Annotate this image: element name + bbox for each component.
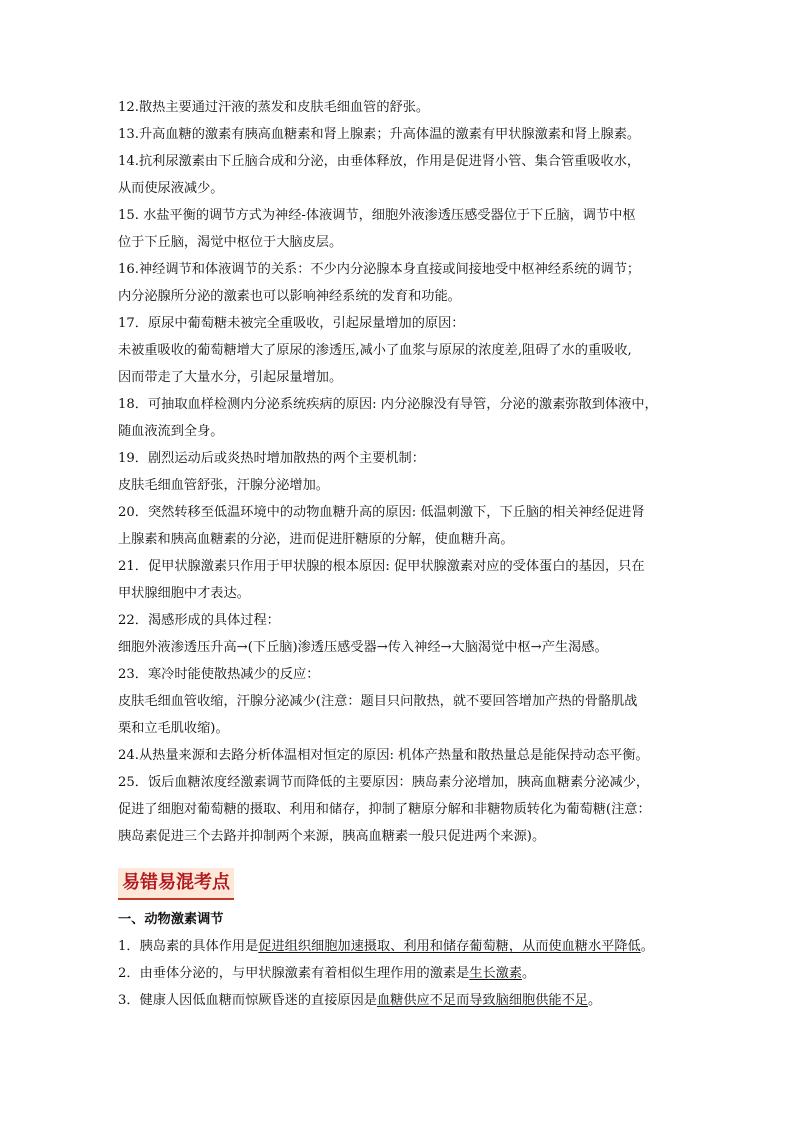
- paragraph-line: 14.抗利尿激素由下丘脑合成和分泌，由垂体释放，作用是促进肾小管、集合管重吸收水，: [118, 154, 641, 169]
- paragraph-line: 23．寒冷时能使散热减少的反应：: [118, 667, 320, 682]
- answer-item: [118, 960, 683, 987]
- point-paragraph: [118, 391, 683, 445]
- paragraph-line: 上腺素和胰高血糖素的分泌，进而促进肝糖原的分解，使血糖升高。: [118, 532, 514, 547]
- point-paragraph: [118, 310, 683, 391]
- point-paragraph: [118, 94, 683, 121]
- paragraph-line: 促进了细胞对葡萄糖的摄取、利用和储存，抑制了糖原分解和非糖物质转化为葡萄糖(注意：: [118, 802, 651, 817]
- answer-item: [118, 933, 683, 960]
- item-prefix: 2．由垂体分泌的，与甲状腺激素有着相似生理作用的激素是: [118, 966, 470, 981]
- point-paragraph: [118, 121, 683, 148]
- paragraph-line: 皮肤毛细血管收缩，汗腺分泌减少(注意：题目只问散热，就不要回答增加产热的骨骼肌战: [118, 694, 638, 709]
- item-answer: 血糖供应不足而导致脑细胞供能不足: [376, 993, 588, 1008]
- item-answer: 促进组织细胞加速摄取、利用和储存葡萄糖，从而使血糖水平降低: [258, 939, 641, 954]
- point-paragraph: [118, 553, 683, 607]
- section-subtitle: 一、动物激素调节: [118, 912, 224, 927]
- item-answer: 生长激素: [469, 966, 523, 981]
- answer-item: [118, 987, 683, 1014]
- paragraph-line: 从而使尿液减少。: [118, 181, 224, 196]
- item-suffix: 。: [522, 966, 536, 981]
- paragraph-line: 13.升高血糖的激素有胰高血糖素和肾上腺素；升高体温的激素有甲状腺激素和肾上腺素。: [118, 127, 641, 142]
- paragraph-line: 16.神经调节和体液调节的关系：不少内分泌腺本身直接或间接地受中枢神经系统的调节；: [118, 262, 641, 277]
- paragraph-line: 12.散热主要通过汗液的蒸发和皮肤毛细血管的舒张。: [118, 100, 430, 115]
- point-paragraph: [118, 499, 683, 553]
- paragraph-line: 位于下丘脑，渴觉中枢位于大脑皮层。: [118, 235, 343, 250]
- item-prefix: 3．健康人因低血糖而惊厥昏迷的直接原因是: [118, 993, 377, 1008]
- document-body: [118, 94, 683, 1014]
- point-paragraph: [118, 769, 683, 850]
- item-suffix: 。: [587, 993, 602, 1008]
- paragraph-line: 皮肤毛细血管舒张，汗腺分泌增加。: [118, 478, 329, 493]
- paragraph-line: 胰岛素促进三个去路并抑制两个来源，胰高血糖素一般只促进两个来源)。: [118, 829, 546, 844]
- paragraph-line: 18．可抽取血样检测内分泌系统疾病的原因: 内分泌腺没有导管，分泌的激素弥散到体液中，: [118, 397, 658, 412]
- point-paragraph: [118, 202, 683, 256]
- paragraph-line: 细胞外液渗透压升高→(下丘脑)渗透压感受器→传入神经→大脑渴觉中枢→产生渴感。: [118, 640, 608, 655]
- point-paragraph: [118, 607, 683, 661]
- paragraph-line: 栗和立毛肌收缩)。: [118, 721, 229, 736]
- paragraph-line: 20．突然转移至低温环境中的动物血糖升高的原因: 低温刺激下，下丘脑的相关神经促进肾: [118, 505, 645, 520]
- paragraph-line: 内分泌腺所分泌的激素也可以影响神经系统的发育和功能。: [118, 289, 461, 304]
- paragraph-line: 因而带走了大量水分，引起尿量增加。: [118, 370, 343, 385]
- point-paragraph: [118, 148, 683, 202]
- paragraph-line: 随血液流到全身。: [118, 424, 224, 439]
- point-paragraph: [118, 445, 683, 499]
- point-paragraph: [118, 256, 683, 310]
- paragraph-line: 19．剧烈运动后或炎热时增加散热的两个主要机制：: [118, 451, 425, 466]
- point-paragraph: [118, 661, 683, 742]
- paragraph-line: 21．促甲状腺激素只作用于甲状腺的根本原因: 促甲状腺激素对应的受体蛋白的基因，只在: [118, 559, 645, 574]
- item-prefix: 1．胰岛素的具体作用是: [118, 939, 259, 954]
- paragraph-line: 17．原尿中葡萄糖未被完全重吸收，引起尿量增加的原因：: [118, 316, 465, 331]
- section-heading: 易错易混考点: [118, 868, 234, 900]
- answer-item-list: [118, 933, 683, 1014]
- paragraph-line: 22．渴感形成的具体过程：: [118, 613, 280, 628]
- paragraph-line: 甲状腺细胞中才表达。: [118, 586, 250, 601]
- item-suffix: 。: [640, 939, 654, 954]
- paragraph-line: 未被重吸收的葡萄糖增大了原尿的渗透压,减小了血浆与原尿的浓度差,阻碍了水的重吸收,: [118, 343, 632, 358]
- point-list: [118, 94, 683, 850]
- paragraph-line: 25．饭后血糖浓度经激素调节而降低的主要原因：胰岛素分泌增加，胰高血糖素分泌减少，: [118, 775, 650, 790]
- point-paragraph: [118, 742, 683, 769]
- paragraph-line: 15. 水盐平衡的调节方式为神经-体液调节，细胞外液渗透压感受器位于下丘脑，调节中枢: [118, 208, 636, 223]
- paragraph-line: 24.从热量来源和去路分析体温相对恒定的原因: 机体产热量和散热量总是能保持动态平衡。: [118, 748, 649, 763]
